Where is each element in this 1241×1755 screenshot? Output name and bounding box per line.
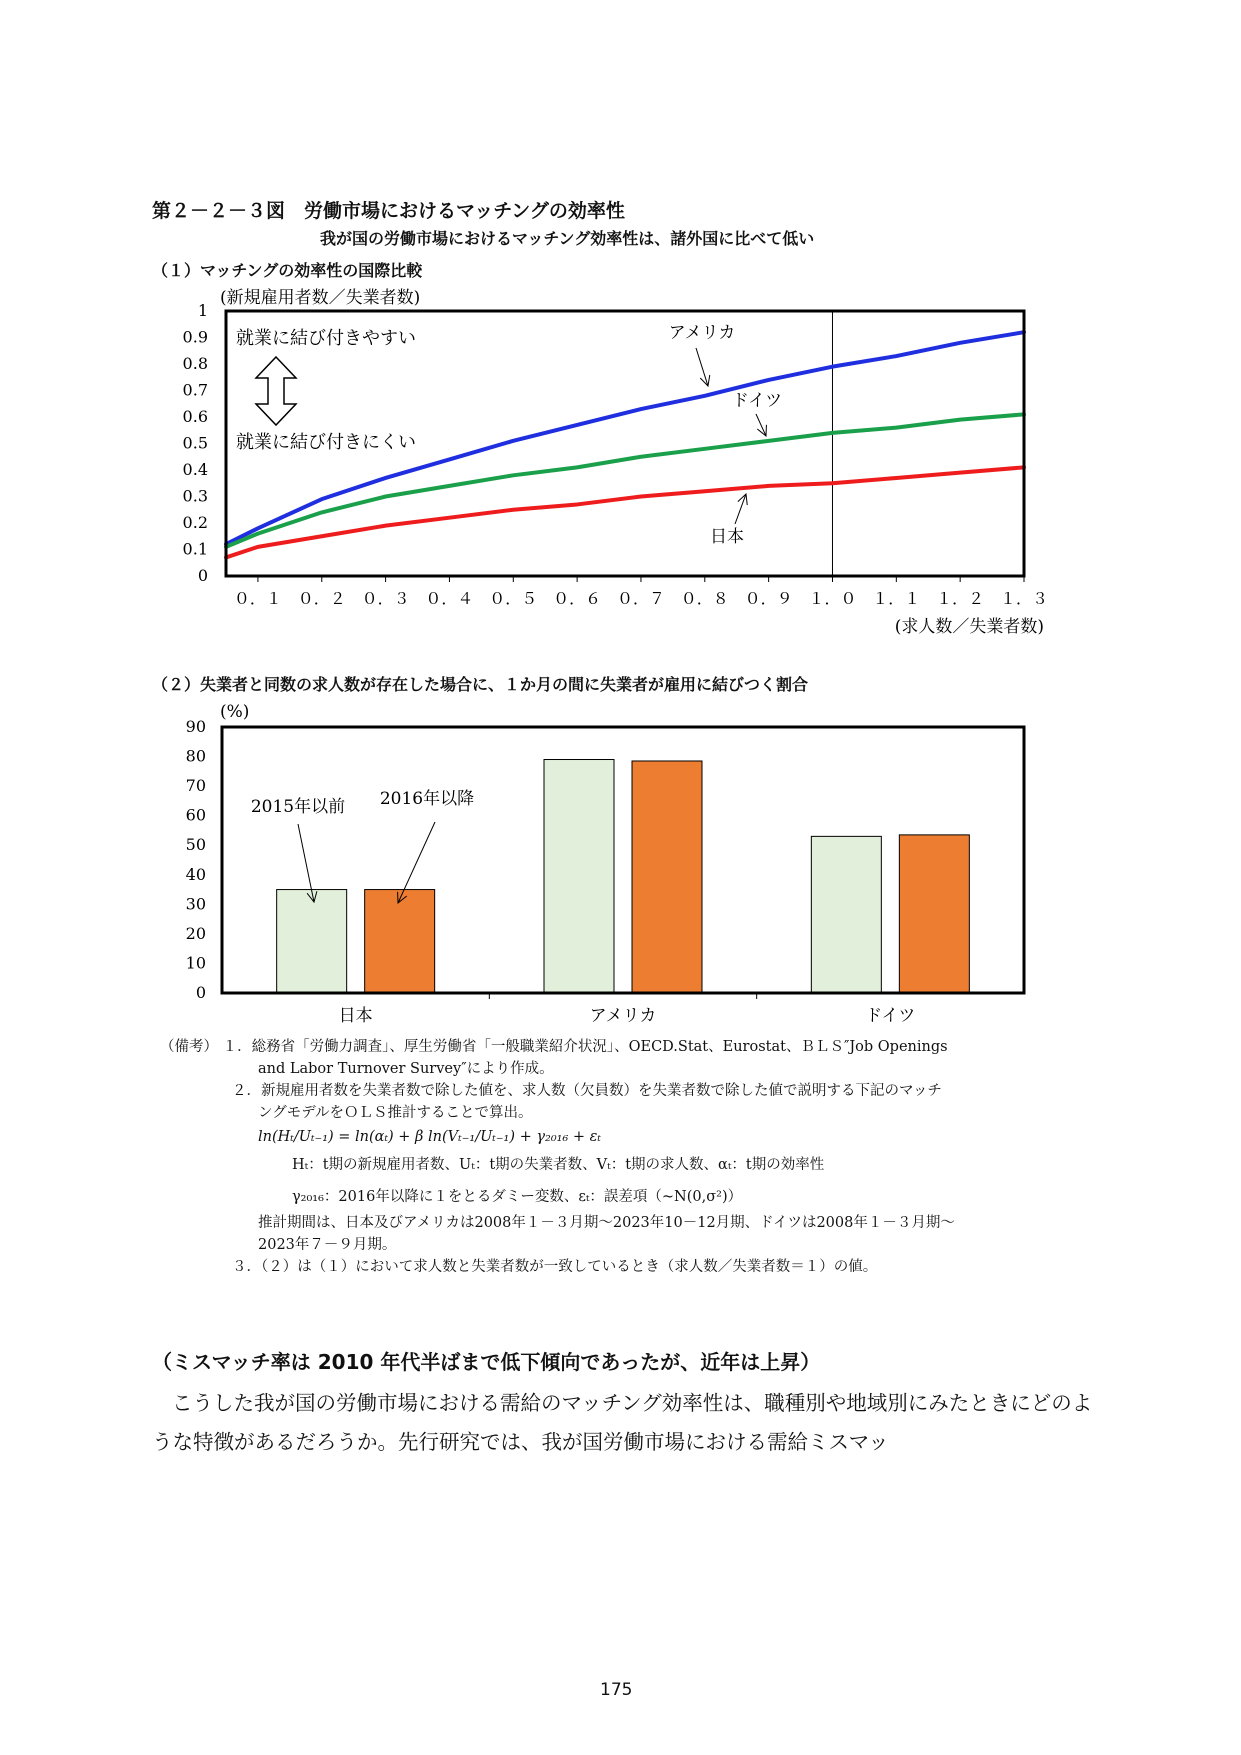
x-tick-label: １．０ xyxy=(808,589,857,608)
y-tick-label: 0.8 xyxy=(182,354,208,373)
x-tick-label: ０．９ xyxy=(744,589,793,608)
x-tick-label: １．１ xyxy=(872,589,921,608)
y-axis-label: (新規雇用者数／失業者数) xyxy=(220,288,421,308)
y-tick-label: 10 xyxy=(185,953,206,973)
panel1-label: （１）マッチングの効率性の国際比較 xyxy=(152,261,423,280)
note-3: ３．（２）は（１）において求人数と失業者数が一致しているとき（求人数／失業者数＝１）の値。 xyxy=(232,1259,878,1275)
x-tick-label: ０．１ xyxy=(233,589,282,608)
annotation-hard: 就業に結び付きにくい xyxy=(236,432,416,453)
y-tick-label: 0.9 xyxy=(182,327,208,347)
y-tick-label: 90 xyxy=(185,717,206,736)
x-tick-label: １．２ xyxy=(936,589,985,608)
y-tick-label: 0.6 xyxy=(182,407,208,426)
series-annotation: 2016年以降 xyxy=(379,789,475,809)
y-tick-label: 0.2 xyxy=(182,513,208,532)
figure-subtitle: 我が国の労働市場におけるマッチング効率性は、諸外国に比べて低い xyxy=(320,229,815,248)
y-tick-label: 20 xyxy=(185,923,206,943)
series-line xyxy=(226,467,1024,557)
y-tick-label: 50 xyxy=(185,835,206,855)
note-1b: and Labor Turnover Survey″により作成。 xyxy=(258,1061,554,1077)
x-tick-label: ０．３ xyxy=(361,589,410,608)
y-tick-label: 70 xyxy=(185,776,206,796)
line-chart xyxy=(183,288,1048,637)
note-1a: １．総務省「労働力調査」、厚生労働省「一般職業紹介状況」、OECD.Stat、Eurostat、ＢＬＳ″Job Openings xyxy=(222,1039,948,1055)
note-def-2: γ₂₀₁₆：2016年以降に１をとるダミー変数、εₜ：誤差項（~N(0,σ²)） xyxy=(292,1189,743,1205)
y-tick-label: 80 xyxy=(185,746,206,766)
bar xyxy=(277,890,347,993)
note-2b: ングモデルをＯＬＳ推計することで算出。 xyxy=(258,1105,533,1121)
series-label: 日本 xyxy=(710,527,744,547)
y-tick-label: 60 xyxy=(185,805,206,825)
x-tick-label: １．３ xyxy=(999,589,1049,608)
x-axis-label: (求人数／失業者数) xyxy=(894,617,1044,637)
y-tick-label: 0.1 xyxy=(182,539,208,559)
bar-chart xyxy=(186,702,1024,1026)
notes-block xyxy=(160,1036,955,1278)
series-label: アメリカ xyxy=(668,323,736,343)
bar xyxy=(544,760,614,993)
note-2a: ２．新規雇用者数を失業者数で除した値を、求人数（欠員数）を失業者数で除した値で説明する下記のマッチ xyxy=(232,1083,942,1099)
y-tick-label: 1 xyxy=(197,301,208,320)
series-annotation: 2015年以前 xyxy=(250,797,346,817)
series-label-arrow xyxy=(756,414,766,436)
bar xyxy=(899,835,969,993)
x-tick-label: ０．４ xyxy=(425,589,474,608)
x-tick-label: ０．６ xyxy=(553,589,602,608)
note-period-a: 推計期間は、日本及びアメリカは2008年１－３月期～2023年10－12月期、ドイツは2008年１－３月期～ xyxy=(258,1215,955,1231)
y-tick-label: 0.5 xyxy=(182,433,208,453)
category-label: アメリカ xyxy=(589,1006,657,1026)
y-tick-label: 30 xyxy=(185,894,206,914)
panel2-label: （２）失業者と同数の求人数が存在した場合に、１か月の間に失業者が雇用に結びつく割合 xyxy=(152,675,809,694)
bar xyxy=(811,836,881,993)
note-def-1: Hₜ：t期の新規雇用者数、Uₜ：t期の失業者数、Vₜ：t期の求人数、αₜ：t期の効率性 xyxy=(292,1157,825,1173)
y-tick-label: 0 xyxy=(195,983,206,1002)
figure-title: 第２－２－３図 労働市場におけるマッチングの効率性 xyxy=(152,200,625,222)
category-label: ドイツ xyxy=(865,1006,916,1026)
x-tick-label: ０．８ xyxy=(680,589,729,608)
x-tick-label: ０．２ xyxy=(297,589,346,608)
y-tick-label: 0.3 xyxy=(182,486,208,506)
series-label: ドイツ xyxy=(731,391,783,411)
y-tick-label: 0 xyxy=(197,566,208,585)
x-tick-label: ０．５ xyxy=(489,589,538,608)
y-tick-label: 40 xyxy=(185,864,206,884)
page-number: 175 xyxy=(600,1680,633,1700)
note-period-b: 2023年７－９月期。 xyxy=(258,1237,397,1253)
y-tick-label: 0.7 xyxy=(182,380,208,400)
notes-prefix: （備考） xyxy=(160,1039,218,1055)
note-formula: ln(Hₜ/Uₜ₋₁) = ln(αₜ) + β ln(Vₜ₋₁/Uₜ₋₁) + γ₂₀₁₆ + εₜ xyxy=(258,1129,602,1145)
bar xyxy=(632,761,702,993)
x-tick-label: ０．７ xyxy=(616,589,665,608)
y-axis-label: (%) xyxy=(220,702,250,722)
double-arrow-icon xyxy=(256,357,296,425)
bar xyxy=(365,890,435,993)
annotation-easy: 就業に結び付きやすい xyxy=(236,328,416,349)
section-heading: （ミスマッチ率は 2010 年代半ばまで低下傾向であったが、近年は上昇） xyxy=(152,1350,821,1374)
category-label: 日本 xyxy=(338,1006,373,1026)
y-tick-label: 0.4 xyxy=(182,460,208,479)
body-paragraph: こうした我が国の労働市場における需給のマッチング効率性は、職種別や地域別にみたときにどのような特徴があるだろうか。先行研究では、我が国労働市場における需給ミスマッ xyxy=(152,1391,1093,1454)
